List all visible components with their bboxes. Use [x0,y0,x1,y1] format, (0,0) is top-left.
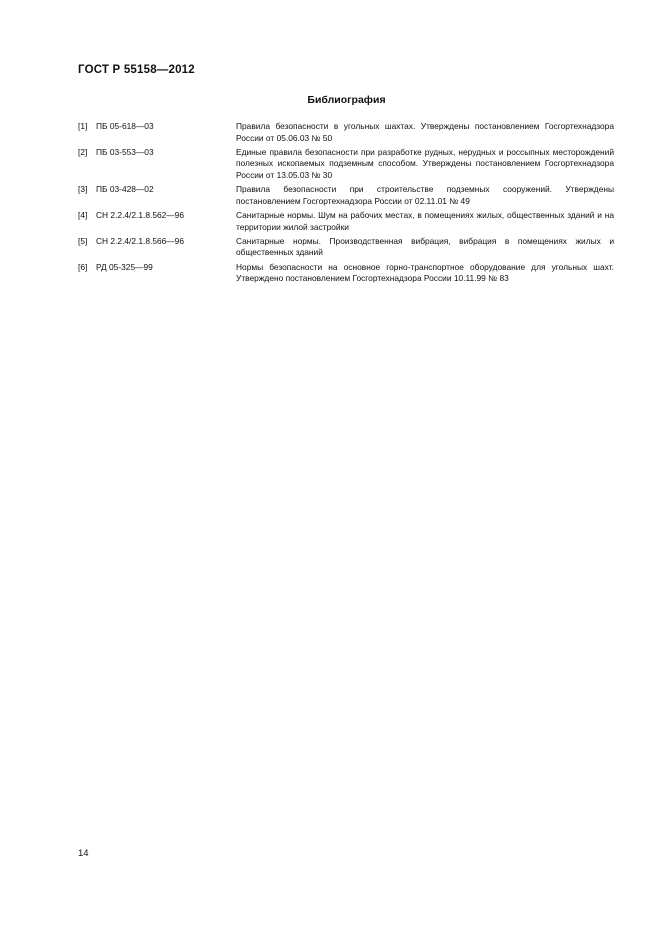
page-number: 14 [78,848,89,859]
bibliography-entry [78,147,614,182]
entry-code: ПБ 03-428—02 [96,184,154,195]
entry-description: Правила безопасности при строительстве подземных сооружений. Утверждены постановлением Госгортехнадзора России от 02.11.01 № 49 [236,184,614,206]
entry-number: [6] [78,261,88,272]
entry-code: ПБ 05-618—03 [96,121,154,131]
entry-number: [5] [78,235,88,246]
bibliography-entry [78,210,614,233]
entry-description: Санитарные нормы. Шум на рабочих местах, в помещениях жилых, общественных зданий и на территории жилой застройки [236,209,614,232]
bibliography-list [78,121,614,287]
bibliography-entry [78,184,614,207]
bibliography-entry [78,262,614,285]
entry-number: [1] [78,121,88,131]
section-title [0,94,661,106]
bibliography-entry [78,236,614,259]
entry-number: [3] [78,184,88,195]
entry-description: Санитарные нормы. Производственная вибрация, вибрация в помещениях жилых и общественных зданий [236,235,614,258]
entry-description: Нормы безопасности на основное горно-транспортное оборудование для угольных шахт. Утверждено постановлением Госгортехнадзора России 10.11.99 № 83 [236,261,614,284]
entry-number: [2] [78,146,88,157]
entry-description: Правила безопасности в угольных шахтах. Утверждены постановлением Госгортехнадзора России от 05.06.03 № 50 [236,121,614,143]
section-title-text: Библиография [307,94,386,106]
entry-code: СН 2.2.4/2.1.8.562—96 [96,209,184,220]
document-header: ГОСТ Р 55158—2012 [78,64,195,76]
entry-code: СН 2.2.4/2.1.8.566—96 [96,235,184,246]
entry-description: Единые правила безопасности при разработке рудных, нерудных и россыпных месторождений полезных ископаемых подземным способом. Утверждены постановлением Госгортехнадзора России от 13.05.03 № 30 [236,146,614,180]
entry-number: [4] [78,209,88,220]
entry-code: РД 05-325—99 [96,261,153,272]
entry-code: ПБ 03-553—03 [96,146,154,157]
bibliography-entry [78,121,614,144]
